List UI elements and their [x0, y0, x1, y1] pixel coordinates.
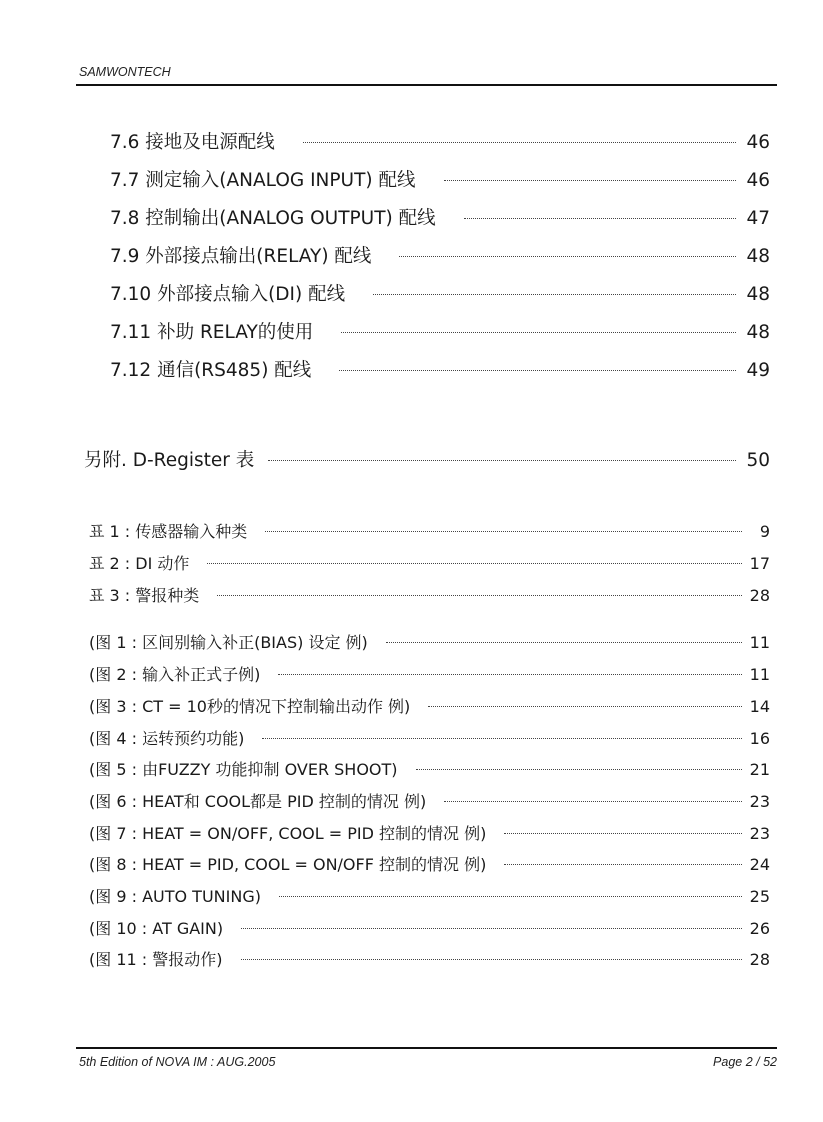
- toc-page-number: 23: [749, 824, 770, 843]
- toc-table-entry[interactable]: [89, 519, 770, 541]
- toc-appendix-entry[interactable]: [84, 446, 770, 474]
- toc-figure-label: (图 4 : 运转预约功能): [89, 729, 245, 748]
- dot-leader: [265, 531, 742, 532]
- toc-figure-label: (图 2 : 输入补正式子例): [89, 665, 261, 684]
- dot-leader: [207, 563, 742, 564]
- toc-figure-entry[interactable]: [89, 947, 770, 969]
- toc-figure-entry[interactable]: [89, 821, 770, 843]
- toc-section-label: 7.8 控制输出(ANALOG OUTPUT) 配线: [110, 208, 436, 229]
- toc-page-number: 28: [749, 950, 770, 969]
- toc-page-number: 9: [759, 522, 770, 541]
- dot-leader: [217, 595, 742, 596]
- toc-page-number: 46: [746, 132, 770, 153]
- toc-appendix-label: 另附. D-Register 表: [84, 450, 255, 471]
- toc-page-number: 11: [749, 633, 770, 652]
- toc-section-entry[interactable]: [110, 204, 770, 232]
- header-company: SAMWONTECH: [79, 65, 171, 79]
- toc-section-entry[interactable]: [110, 128, 770, 156]
- toc-page-number: 21: [749, 760, 770, 779]
- dot-leader: [241, 959, 743, 960]
- toc-table-label: 표 2 : DI 动作: [89, 554, 190, 573]
- toc-figure-entry[interactable]: [89, 884, 770, 906]
- toc-page-number: 17: [749, 554, 770, 573]
- toc-page-number: 24: [749, 855, 770, 874]
- toc-section-entry[interactable]: [110, 280, 770, 308]
- footer-page-label: Page 2 / 52: [713, 1055, 777, 1069]
- dot-leader: [303, 142, 737, 143]
- toc-section-entry[interactable]: [110, 318, 770, 346]
- toc-page-number: 23: [749, 792, 770, 811]
- toc-table-label: 표 1 : 传感器输入种类: [89, 522, 248, 541]
- dot-leader: [278, 674, 742, 675]
- toc-figure-label: (图 10 : AT GAIN): [89, 919, 224, 938]
- toc-page-number: 48: [746, 284, 770, 305]
- toc-figure-label: (图 6 : HEAT和 COOL都是 PID 控制的情况 例): [89, 792, 427, 811]
- toc-figure-label: (图 1 : 区间别输入补正(BIAS) 设定 例): [89, 633, 368, 652]
- dot-leader: [341, 332, 736, 333]
- toc-figure-entry[interactable]: [89, 757, 770, 779]
- toc-figure-entry[interactable]: [89, 789, 770, 811]
- dot-leader: [444, 180, 737, 181]
- toc-figure-entry[interactable]: [89, 916, 770, 938]
- toc-page-number: 50: [746, 450, 770, 471]
- toc-page-number: 48: [746, 246, 770, 267]
- toc-page-number: 28: [749, 586, 770, 605]
- dot-leader: [428, 706, 742, 707]
- toc-section-label: 7.7 测定输入(ANALOG INPUT) 配线: [110, 170, 416, 191]
- toc-page-number: 11: [749, 665, 770, 684]
- toc-section-label: 7.10 外部接点输入(DI) 配线: [110, 284, 346, 305]
- toc-page-number: 25: [749, 887, 770, 906]
- toc-section-label: 7.6 接地及电源配线: [110, 132, 275, 153]
- toc-figure-entry[interactable]: [89, 694, 770, 716]
- toc-page-number: 26: [749, 919, 770, 938]
- toc-table-label: 표 3 : 警报种类: [89, 586, 200, 605]
- toc-figure-label: (图 3 : CT = 10秒的情况下控制输出动作 例): [89, 697, 411, 716]
- dot-leader: [279, 896, 742, 897]
- toc-page-number: 14: [749, 697, 770, 716]
- footer-edition: 5th Edition of NOVA IM : AUG.2005: [79, 1055, 276, 1069]
- toc-figure-entry[interactable]: [89, 852, 770, 874]
- dot-leader: [268, 460, 736, 461]
- toc-figure-label: (图 8 : HEAT = PID, COOL = ON/OFF 控制的情况 例): [89, 855, 487, 874]
- toc-page-number: 47: [746, 208, 770, 229]
- toc-section-entry[interactable]: [110, 242, 770, 270]
- dot-leader: [504, 833, 742, 834]
- dot-leader: [504, 864, 742, 865]
- dot-leader: [373, 294, 736, 295]
- toc-figure-entry[interactable]: [89, 662, 770, 684]
- toc-table-entry[interactable]: [89, 583, 770, 605]
- toc-table-entry[interactable]: [89, 551, 770, 573]
- toc-figure-label: (图 5 : 由FUZZY 功能抑制 OVER SHOOT): [89, 760, 398, 779]
- toc-figure-entry[interactable]: [89, 726, 770, 748]
- dot-leader: [399, 256, 736, 257]
- header-rule: [76, 84, 777, 86]
- dot-leader: [241, 928, 742, 929]
- toc-section-entry[interactable]: [110, 356, 770, 384]
- dot-leader: [444, 801, 742, 802]
- toc-figure-label: (图 9 : AUTO TUNING): [89, 887, 261, 906]
- dot-leader: [339, 370, 736, 371]
- dot-leader: [464, 218, 737, 219]
- toc-figure-entry[interactable]: [89, 630, 770, 652]
- toc-section-label: 7.12 通信(RS485) 配线: [110, 360, 312, 381]
- toc-figure-label: (图 7 : HEAT = ON/OFF, COOL = PID 控制的情况 例): [89, 824, 487, 843]
- dot-leader: [262, 738, 742, 739]
- toc-page-number: 16: [749, 729, 770, 748]
- toc-page-number: 48: [746, 322, 770, 343]
- toc-section-label: 7.9 外部接点输出(RELAY) 配线: [110, 246, 372, 267]
- toc-figure-label: (图 11 : 警报动作): [89, 950, 223, 969]
- toc-section-label: 7.11 补助 RELAY的使用: [110, 322, 314, 343]
- toc-section-entry[interactable]: [110, 166, 770, 194]
- dot-leader: [416, 769, 742, 770]
- dot-leader: [386, 642, 742, 643]
- footer-rule: [76, 1047, 777, 1049]
- toc-page-number: 46: [746, 170, 770, 191]
- toc-page-number: 49: [746, 360, 770, 381]
